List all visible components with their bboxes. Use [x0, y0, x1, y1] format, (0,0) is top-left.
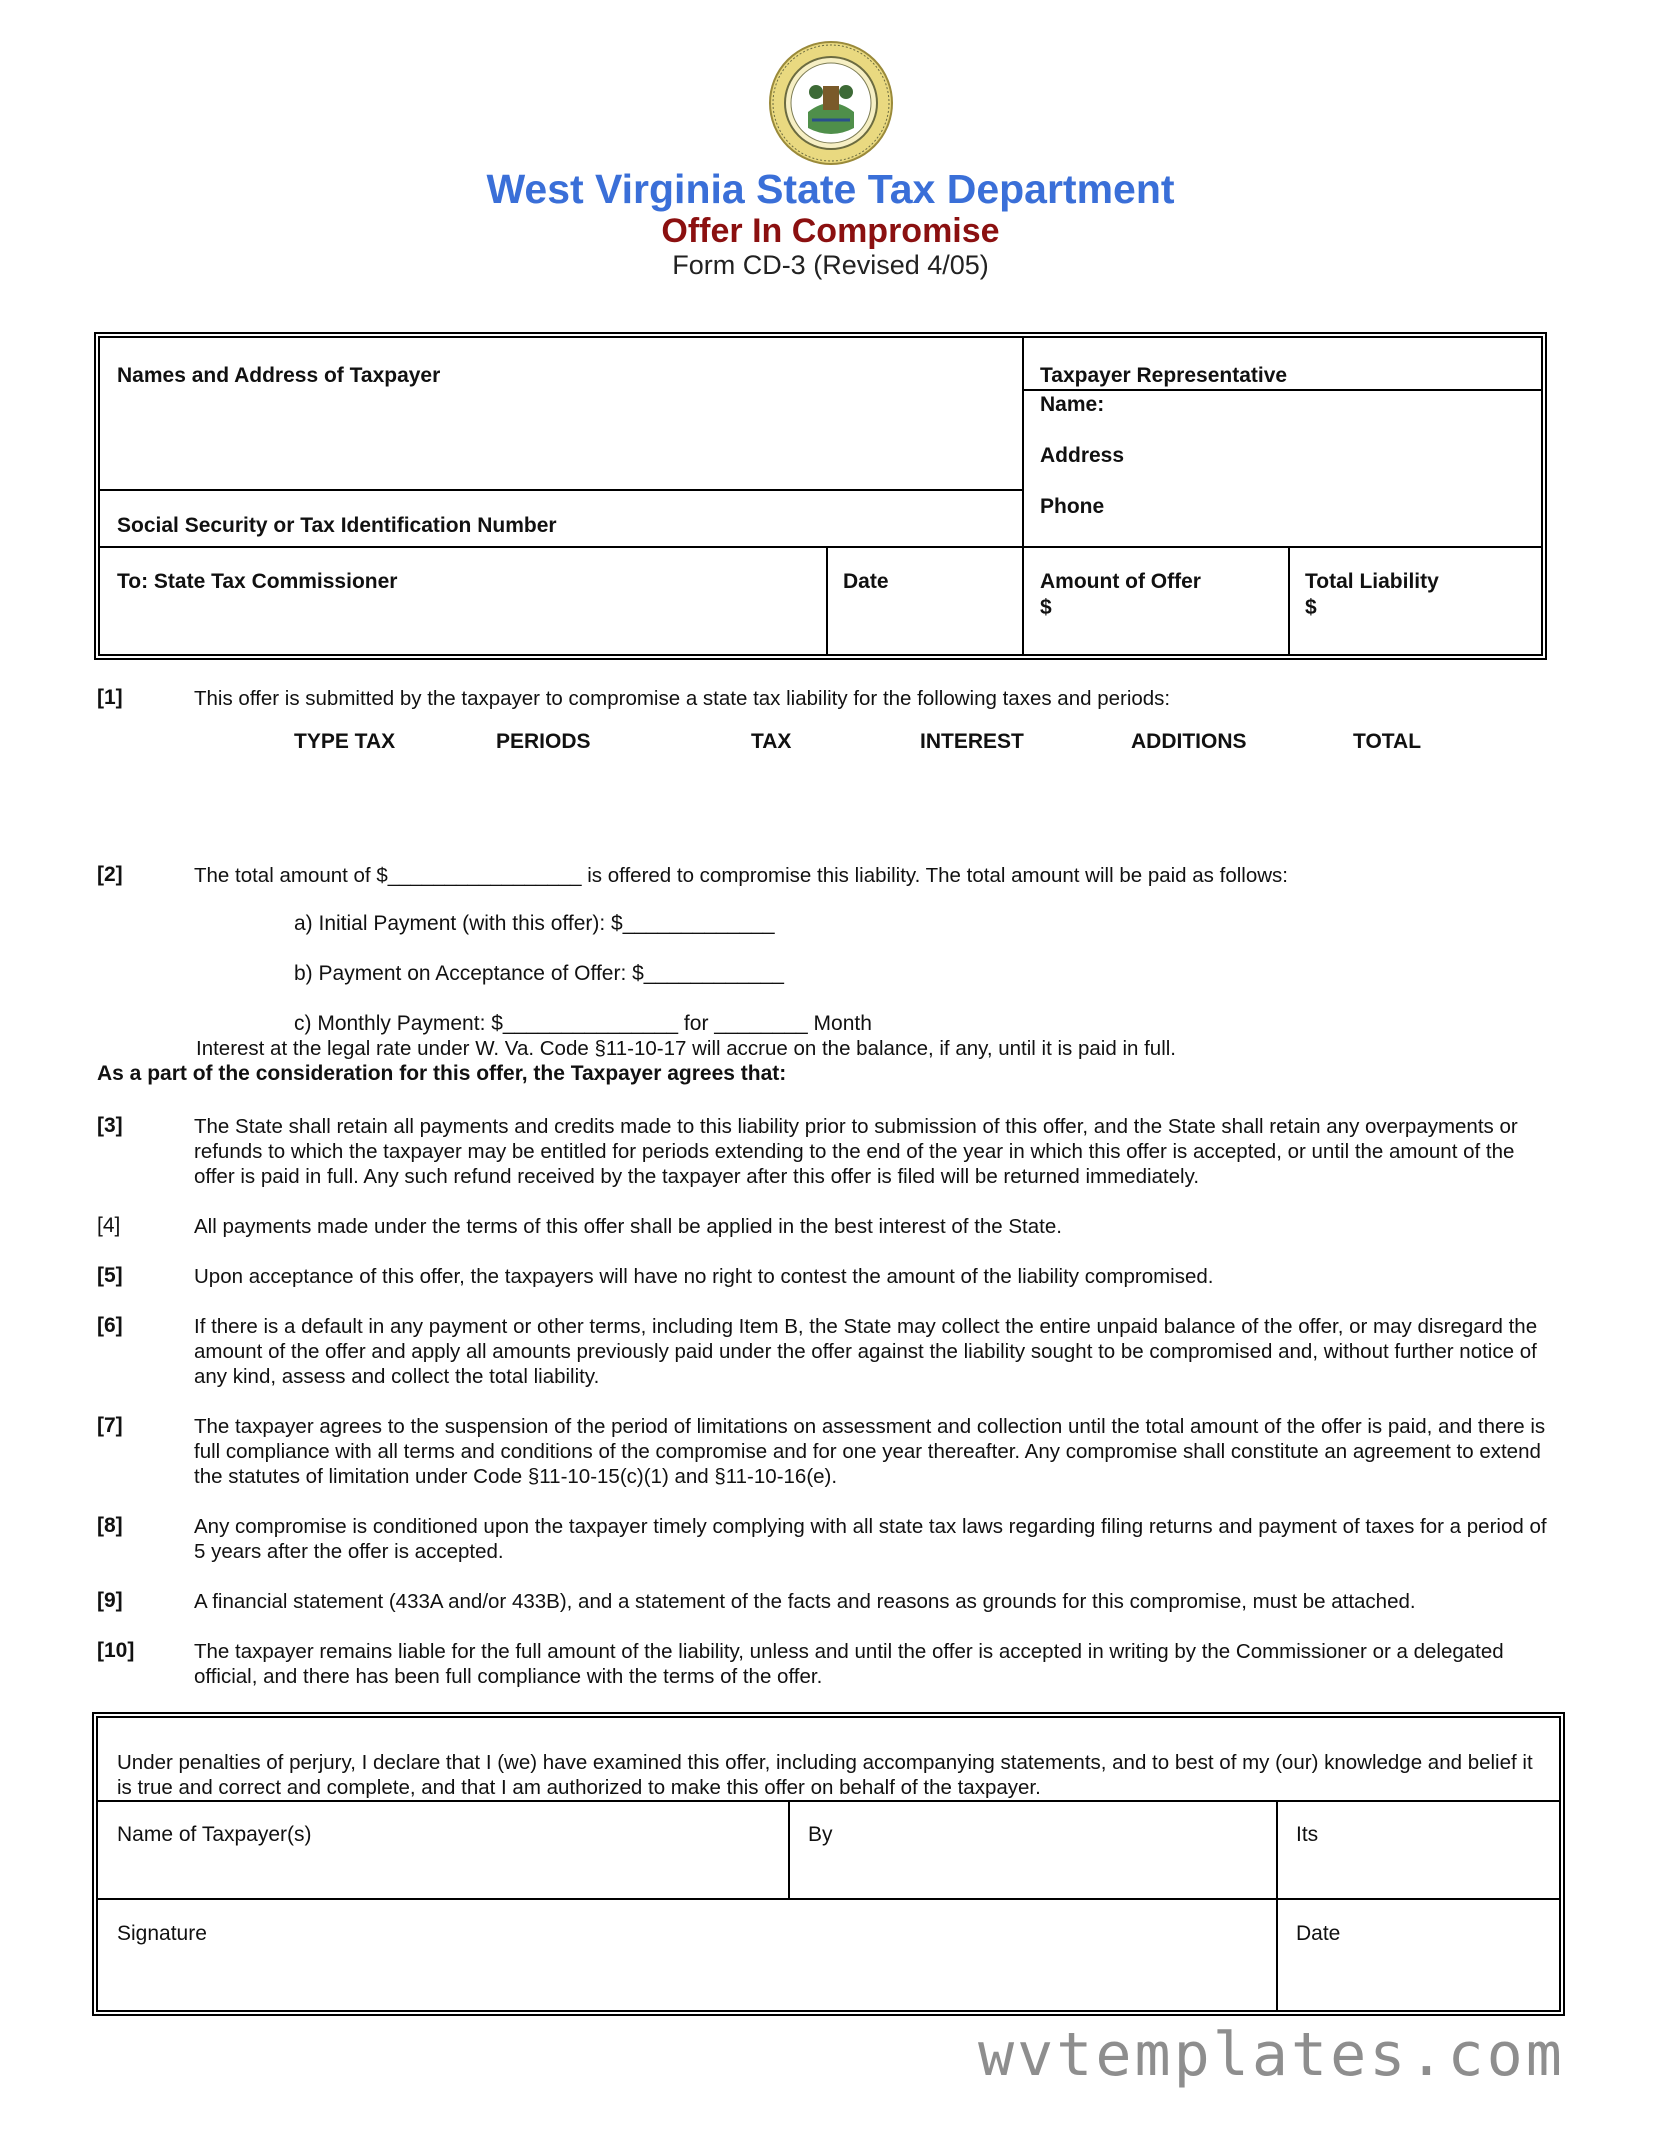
item-1-number: [1] [97, 686, 123, 709]
form-number: Form CD-3 (Revised 4/05) [672, 250, 989, 280]
item-2c-monthly-payment: c) Monthly Payment: $_______________ for ________ Month [294, 1012, 872, 1035]
column-additions: ADDITIONS [1131, 730, 1247, 753]
item-6-number: [6] [97, 1314, 123, 1337]
item-7-number: [7] [97, 1414, 123, 1437]
form-title: Offer In Compromise [661, 212, 1000, 250]
grid-divider-date [826, 546, 828, 656]
liability-currency: $ [1305, 596, 1317, 619]
item-6-text: If there is a default in any payment or other terms, including Item B, the State may collect the entire unpaid balance of the offer, or may disregard the amount of the offer and apply all amounts previously paid under the offer against the liability sought to be compromised and, without further notice of any kind, assess and collect the total liability. [194, 1315, 1538, 1388]
interest-note: Interest at the legal rate under W. Va. Code §11-10-17 will accrue on the balance, if any, until it is paid in full. [196, 1037, 1176, 1060]
item-2-text: The total amount of $_________________ is offered to compromise this liability. The total amount will be paid as follows: [194, 864, 1288, 887]
item-3-number: [3] [97, 1114, 123, 1137]
department-title: West Virginia State Tax Department [486, 166, 1175, 212]
item-4-text: All payments made under the terms of this offer shall be applied in the best interest of the State. [194, 1215, 1062, 1238]
sig-divider-row1 [98, 1800, 1559, 1802]
grid-divider-liability [1288, 546, 1290, 656]
sig-divider-its [1276, 1800, 1278, 2010]
item-5-text: Upon acceptance of this offer, the taxpayers will have no right to contest the amount of the liability compromised. [194, 1265, 1214, 1288]
rep-label: Taxpayer Representative [1040, 364, 1288, 387]
to-commissioner-label: To: State Tax Commissioner [117, 570, 398, 593]
total-liability-label: Total Liability [1305, 570, 1439, 593]
column-type-tax: TYPE TAX [294, 730, 396, 753]
column-interest: INTEREST [920, 730, 1024, 753]
column-total: TOTAL [1353, 730, 1422, 753]
watermark: wvtemplates.com [978, 2020, 1565, 2090]
item-9-number: [9] [97, 1589, 123, 1612]
item-3-text: The State shall retain all payments and credits made to this liability prior to submission of this offer, and the State shall retain any overpayments or refunds to which the taxpayer may be entitled for periods extending to the end of the year in which this offer is accepted, or until the amount of the offer is paid in full. Any such refund received by the taxpayer after this offer is filed will be returned immediately. [194, 1115, 1518, 1188]
by-label: By [808, 1823, 833, 1846]
consideration-heading: As a part of the consideration for this offer, the Taxpayer agrees that: [97, 1062, 787, 1085]
rep-name-label: Name: [1040, 393, 1105, 416]
name-of-taxpayer-label: Name of Taxpayer(s) [117, 1823, 312, 1846]
item-1-text: This offer is submitted by the taxpayer to compromise a state tax liability for the following taxes and periods: [194, 687, 1171, 710]
grid-divider-rep [1022, 389, 1541, 391]
item-7-text: The taxpayer agrees to the suspension of the period of limitations on assessment and collection until the total amount of the offer is paid, and there is full compliance with all terms and conditions of the compromise and for one year thereafter. Any compromise shall constitute an agreement to extend the statutes of limitation under Code §11-10-15(c)(1) and §11-10-16(e). [194, 1415, 1546, 1488]
item-4-number: [4] [97, 1214, 121, 1237]
date-label: Date [843, 570, 889, 593]
column-periods: PERIODS [496, 730, 591, 753]
grid-vertical-divider-main [1022, 336, 1024, 656]
perjury-declaration: Under penalties of perjury, I declare that I (we) have examined this offer, including accompanying statements, and to best of my (our) knowledge and belief it is true and correct and complete, and that I am authorized to make this offer on behalf of the taxpayer. [117, 1751, 1533, 1799]
sig-divider-row2 [98, 1898, 1559, 1900]
state-seal-icon [768, 40, 894, 166]
signature-label: Signature [117, 1922, 207, 1945]
column-tax: TAX [751, 730, 792, 753]
amount-of-offer-label: Amount of Offer [1040, 570, 1201, 593]
sig-divider-by [788, 1800, 790, 1898]
names-address-label: Names and Address of Taxpayer [117, 364, 441, 387]
item-8-number: [8] [97, 1514, 123, 1537]
signature-date-label: Date [1296, 1922, 1341, 1945]
amount-currency: $ [1040, 596, 1052, 619]
item-2-number: [2] [97, 863, 123, 886]
rep-address-label: Address [1040, 444, 1125, 467]
item-2b-acceptance-payment: b) Payment on Acceptance of Offer: $____________ [294, 962, 784, 985]
its-label: Its [1296, 1823, 1319, 1846]
item-10-text: The taxpayer remains liable for the full amount of the liability, unless and until the offer is accepted in writing by the Commissioner or a delegated official, and there has been full compliance with the terms of the offer. [194, 1640, 1504, 1688]
ssn-label: Social Security or Tax Identification Number [117, 514, 557, 537]
item-5-number: [5] [97, 1264, 123, 1287]
grid-divider-row2 [100, 546, 1541, 548]
item-8-text: Any compromise is conditioned upon the taxpayer timely complying with all state tax laws regarding filing returns and payment of taxes for a period of 5 years after the offer is accepted. [194, 1515, 1547, 1563]
grid-divider-names [100, 489, 1022, 491]
rep-phone-label: Phone [1040, 495, 1105, 518]
item-2a-initial-payment: a) Initial Payment (with this offer): $_____________ [294, 912, 775, 935]
item-9-text: A financial statement (433A and/or 433B), and a statement of the facts and reasons as grounds for this compromise, must be attached. [194, 1590, 1416, 1613]
item-10-number: [10] [97, 1639, 135, 1662]
